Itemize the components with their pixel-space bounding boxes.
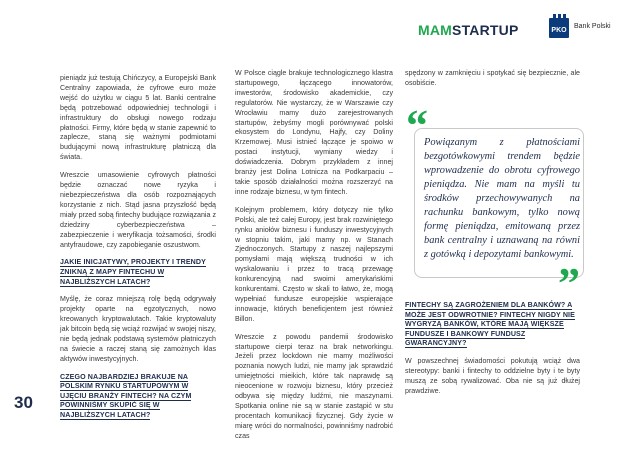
- column-left: [60, 74, 216, 429]
- close-quote-icon: ”: [558, 259, 580, 308]
- open-quote-icon: “: [406, 101, 428, 150]
- logo-mam-text: MAM: [418, 22, 453, 38]
- pull-quote-text: Powiązanym z płatnościami bezgotówkowymi trendem będzie wprowadzenie do obrotu cyfrowego pieniądza. Nie mam na myśli tu środków przechowywanych na rachunku bankowym, tylko nową formę pieniądza, emitowaną przez bank centralny i uznawaną na równi z gotówką i depozytami bankowymi.: [424, 137, 580, 260]
- pko-emblem-icon: [548, 14, 570, 40]
- paragraph: pieniądz już testują Chińczycy, a Europejski Bank Centralny zapowiada, że cyfrowe euro może wejść do użytku w ciągu 5 lat. Banki centralne będą potrzebować odpowiedniej technologii i infrastruktury do obsługi nowego rodzaju płatności. Firmy, które będą w stanie zapewnić to zaplecze, staną się ważnymi podmiotami budującymi nową infrastrukturę płatniczą dla świata.: [60, 74, 216, 162]
- mamstartup-logo: [418, 22, 519, 38]
- logo-startup-text: STARTUP: [452, 22, 519, 38]
- section-heading: FINTECHY SĄ ZAGROŻENIEM DLA BANKÓW? A MOŻE JEST ODWROTNIE? FINTECHY NIGDY NIE WYGRYZĄ BANKÓW, KTÓRE MAJĄ WIĘKSZE FUNDUSZE I BANKOWY FUNDUSZ GWARANCYJNY?: [405, 301, 575, 348]
- right-column-lower: [405, 301, 580, 405]
- page-number: 30: [14, 393, 33, 412]
- paragraph: Wreszcie umasowienie cyfrowych płatności będzie oznaczać nowe ryzyka i niebezpieczeństwa dla osób rozpoznających korzystanie z nich. Stąd jasna przyszłość będą miały przed sobą fintechy budujące rozwiązania z dziedziny cyberbezpieczeństwa – zabezpieczenie i weryfikacja tożsamości, środki antyfraudowe, czy zapobieganie oszustwom.: [60, 171, 216, 249]
- paragraph: spędzony w zamknięciu i spotykać się bezpiecznie, ale osobiście.: [405, 69, 580, 87]
- bank-mark-text: PKO: [551, 27, 567, 34]
- column-middle: [235, 69, 393, 450]
- pko-bank-polski-logo: [548, 14, 630, 42]
- bank-name: Bank Polski: [574, 23, 611, 30]
- paragraph: Kolejnym problemem, który dotyczy nie tylko Polski, ale też całej Europy, jest brak rozwiniętego rynku aniołów biznesu i funduszy inwestycyjnych w stopniu takim, jaki mamy np. w Stanach Zjednoczonych. Startupy z naszej najlepszymi pomysłami mają większą trudności w ich wyskalowaniu i przez to tracą przewagę konkurencyjną nad swoimi amerykańskimi konkurentami. Często w skali to łatwo, że, mogą wypełniać fundusze europejskie wspierające innowacje, których beneficjentem jest również Billon.: [235, 205, 393, 323]
- paragraph: Wreszcie z powodu pandemii środowisko startupowe cierpi teraz na brak networkingu. Jeżeli przez lockdown nie mamy możliwości poznania nowych ludzi, nie mamy jak sprawdzić umiejętności mieikich, które tak naprawdę są nieocenione w rozwoju biznesu, który przecież odbywa się między ludźmi, nie maszynami. Spotkania online nie są w stanie zastąpić w stu procentach komunikacji fizycznej. Gdy życie w miarę wróci do normalności, powinniśmy nadrobić czas: [235, 332, 393, 440]
- section-heading: JAKIE INICJATYWY, PROJEKTY I TRENDY ZNIKNĄ Z MAPY FINTECHU W NAJBLIŻSZYCH LATACH?: [60, 258, 206, 286]
- paragraph: W Polsce ciągle brakuje technologicznego klastra startupowego, łączącego innowatorów, inwestorów, środowisko akademickie, czy regulatorów. Nie wystarczy, że w Warszawie czy Wrocławiu mamy dużo zarejestrowanych startupów, żebyśmy mogli porównywać polski ekosystem do Londynu, Hajfy, czy Doliny Krzemowej. Musi istnieć łączące je spoiwo w postaci instytucji, wymiany wiedzy i doświadczenia. Dobrym przykładem z innej branży jest Dolina Lotnicza na Podkarpaciu – takie sposób działalności można rozszerzyć na inne rodzaje biznesu, w tym fintech.: [235, 69, 393, 196]
- paragraph: W powszechnej świadomości pokutują wciąż dwa stereotypy: banki i fintechy to oddzielne byty i te byty muszą ze sobą rywalizować. Oba nie są już dłużej prawdziwe.: [405, 356, 580, 395]
- paragraph: Myślę, że coraz mniejszą rolę będą odgrywały projekty oparte na egzotycznych, nowo kreowanych kryptowalutach. Takie kryptowaluty jak bitcoin będą się wciąż rozwijać w swojej niszy, nie będą jednak podstawą systemów płatniczych na świecie a raczej staną się zamożnych klas aktywów inwestycyjnych.: [60, 295, 216, 363]
- section-heading: CZEGO NAJBARDZIEJ BRAKUJE NA POLSKIM RYNKU STARTUPOWYM W UJĘCIU BRANŻY FINTECH? NA CZYM POWINNIŚMY SKUPIĆ SIĘ W NAJBLIŻSZYCH LATACH?: [60, 372, 192, 419]
